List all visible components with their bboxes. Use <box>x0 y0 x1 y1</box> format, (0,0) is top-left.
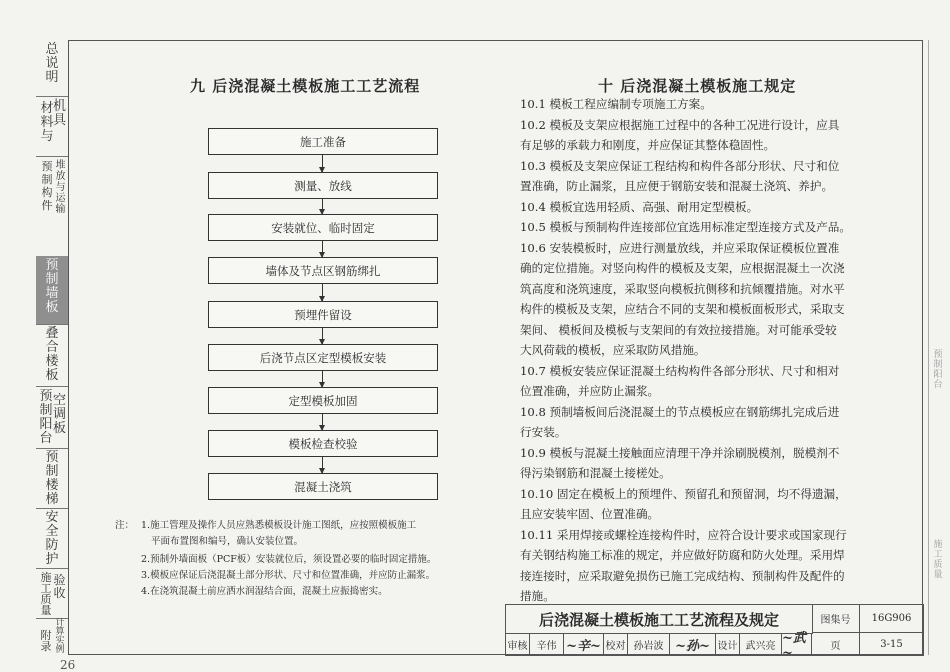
page-label: 页 <box>812 633 860 656</box>
rules-text <box>520 94 900 607</box>
flowchart-title: 九 后浇混凝土模板施工工艺流程 <box>190 77 421 95</box>
rule-line: 10.6 安装模板时，应进行测量放线，并应采取保证模板位置准 <box>520 240 840 255</box>
right-strip-label: 施工质量 <box>933 540 943 580</box>
rule-line: 10.10 固定在模板上的预埋件、预留孔和预留洞，均不得遗漏， <box>520 486 847 501</box>
sidebar-item-precast-wall[interactable]: 预制墙板 <box>36 256 68 325</box>
flow-step-formwork-install: 后浇节点区定型模板安装 <box>208 344 438 371</box>
flow-step-pouring: 混凝土浇筑 <box>208 473 438 500</box>
title-block <box>505 604 924 661</box>
flow-arrow <box>322 414 323 430</box>
note-line: 平面布置图和编号，确认安装位置。 <box>151 536 304 547</box>
sidebar <box>36 40 68 655</box>
page-code: 3-15 <box>860 633 924 656</box>
rule-line: 架间、 模板间及模板与支架间的有效拉接措施。对可能承受较 <box>520 322 837 337</box>
flow-arrow <box>322 284 323 301</box>
right-strip-label: 预制阳台 <box>933 350 943 390</box>
flow-step-surveying: 测量、放线 <box>208 172 438 199</box>
rule-line: 有关钢结构施工标准的规定，并应做好防腐和防火处理。采用焊 <box>520 548 845 562</box>
checker-name: 孙岩波 <box>628 633 670 656</box>
rule-line: 10.9 模板与混凝土接触面应清理干净并涂刷脱模剂，脱模剂不 <box>520 445 840 460</box>
reviewer-name: 辛伟 <box>530 633 564 656</box>
sidebar-item-stairs[interactable]: 预制楼梯 <box>36 448 68 509</box>
rule-line: 确的定位措施。对竖向构件的模板及支架，应根据混凝土一次浇 <box>520 261 845 275</box>
flow-arrow <box>322 155 323 172</box>
note-line: 1.施工管理及操作人员应熟悉模板设计施工图纸，应按照模板施工 <box>141 520 417 531</box>
rule-line: 构件的模板及支架，应结合不同的支架和模板面板形式，采取支 <box>520 302 845 316</box>
rule-line: 置准确，防止漏浆，且应便于钢筋安装和混凝土浇筑、养护。 <box>520 179 834 193</box>
atlas-number: 16G906 <box>860 605 924 633</box>
rule-line: 10.7 模板安装应保证混凝土结构构件各部分形状、尺寸和相对 <box>520 363 840 378</box>
right-edge-strip <box>928 40 947 655</box>
rule-line: 10.4 模板宜选用轻质、高强、耐用定型模板。 <box>520 199 759 214</box>
rule-line: 且应安装牢固、位置准确。 <box>520 507 660 521</box>
rules-title: 十 后浇混凝土模板施工规定 <box>598 77 797 95</box>
flow-step-inspection: 模板检查校验 <box>208 430 438 457</box>
designer-name: 武兴亮 <box>740 633 782 656</box>
note-line: 3.模板应保证后浇混凝土部分形状、尺寸和位置准确，并应防止漏浆。 <box>141 570 436 581</box>
sidebar-item-storage[interactable]: 预制构件 堆放与运输 <box>36 156 68 257</box>
reviewer-signature: ~辛~ <box>564 633 604 656</box>
flow-step-embedded-parts: 预埋件留设 <box>208 301 438 328</box>
flow-step-preparation: 施工准备 <box>208 128 438 155</box>
flow-arrow <box>322 241 323 257</box>
notes-label: 注： <box>115 520 135 531</box>
rule-line: 接连接时，应采取避免损伤已施工完成结构、预制构件及配件的 <box>520 568 845 583</box>
rule-line: 位置准确，并应防止漏浆。 <box>520 384 660 398</box>
rule-line: 10.3 模板及支架应保证工程结构和构件各部分形状、尺寸和位 <box>520 158 840 173</box>
atlas-label: 图集号 <box>812 605 860 633</box>
note-line: 2.预制外墙面板（PCF板）安装就位后，须设置必要的临时固定措施。 <box>141 554 437 565</box>
rule-line: 行安装。 <box>520 425 567 439</box>
sidebar-item-composite-slab[interactable]: 叠合楼板 <box>36 324 68 387</box>
rule-line: 10.8 预制墙板间后浇混凝土的节点模板应在钢筋绑扎完成后进 <box>520 404 840 419</box>
sidebar-item-balcony[interactable]: 预制阳台 空调板 <box>36 386 68 449</box>
flow-arrow <box>322 199 323 214</box>
rule-line: 10.11 采用焊接或螺栓连接构件时，应符合设计要求或国家现行 <box>520 527 847 542</box>
rule-line: 筑高度和浇筑速度，采取竖向模板抗侧移和抗倾覆措施。对水平 <box>520 281 845 296</box>
design-label: 设计 <box>716 633 740 656</box>
sidebar-item-appendix[interactable]: 附录 计算实例 <box>40 618 65 655</box>
checker-signature: ~孙~ <box>670 633 716 656</box>
sidebar-item-quality[interactable]: 施工质量 验收 <box>36 568 68 619</box>
note-line: 4.在浇筑混凝土前应洒水润湿结合面，混凝土应振捣密实。 <box>141 586 388 597</box>
sheet-title: 后浇混凝土模板施工工艺流程及规定 <box>506 605 813 634</box>
page-number: 26 <box>60 658 76 672</box>
flow-step-reinforce: 定型模板加固 <box>208 387 438 414</box>
flow-step-install-fix: 安装就位、临时固定 <box>208 214 438 241</box>
rule-line: 有足够的承载力和刚度，并应保证其整体稳固性。 <box>520 138 776 152</box>
sidebar-item-materials[interactable]: 材料与 机具 <box>36 96 68 157</box>
review-label: 审核 <box>506 633 530 656</box>
rule-line: 大风荷载的模板，应采取防风措施。 <box>520 343 706 357</box>
rule-line: 10.5 模板与预制构件连接部位宜选用标准定型连接方式及产品。 <box>520 220 851 234</box>
flow-arrow <box>322 371 323 387</box>
designer-signature: ~武~ <box>782 633 812 656</box>
sidebar-item-safety[interactable]: 安全防护 <box>36 508 68 569</box>
sidebar-item-general[interactable]: 总说明 <box>36 40 68 97</box>
flow-arrow <box>322 328 323 344</box>
rule-line: 措施。 <box>520 589 555 603</box>
rule-line: 10.2 模板及支架应根据施工过程中的各种工况进行设计，应具 <box>520 117 840 132</box>
check-label: 校对 <box>604 633 628 656</box>
rule-line: 得污染钢筋和混凝土接槎处。 <box>520 466 671 480</box>
flow-arrow <box>322 457 323 473</box>
flow-step-rebar: 墙体及节点区钢筋绑扎 <box>208 257 438 284</box>
rule-line: 10.1 模板工程应编制专项施工方案。 <box>520 97 712 111</box>
